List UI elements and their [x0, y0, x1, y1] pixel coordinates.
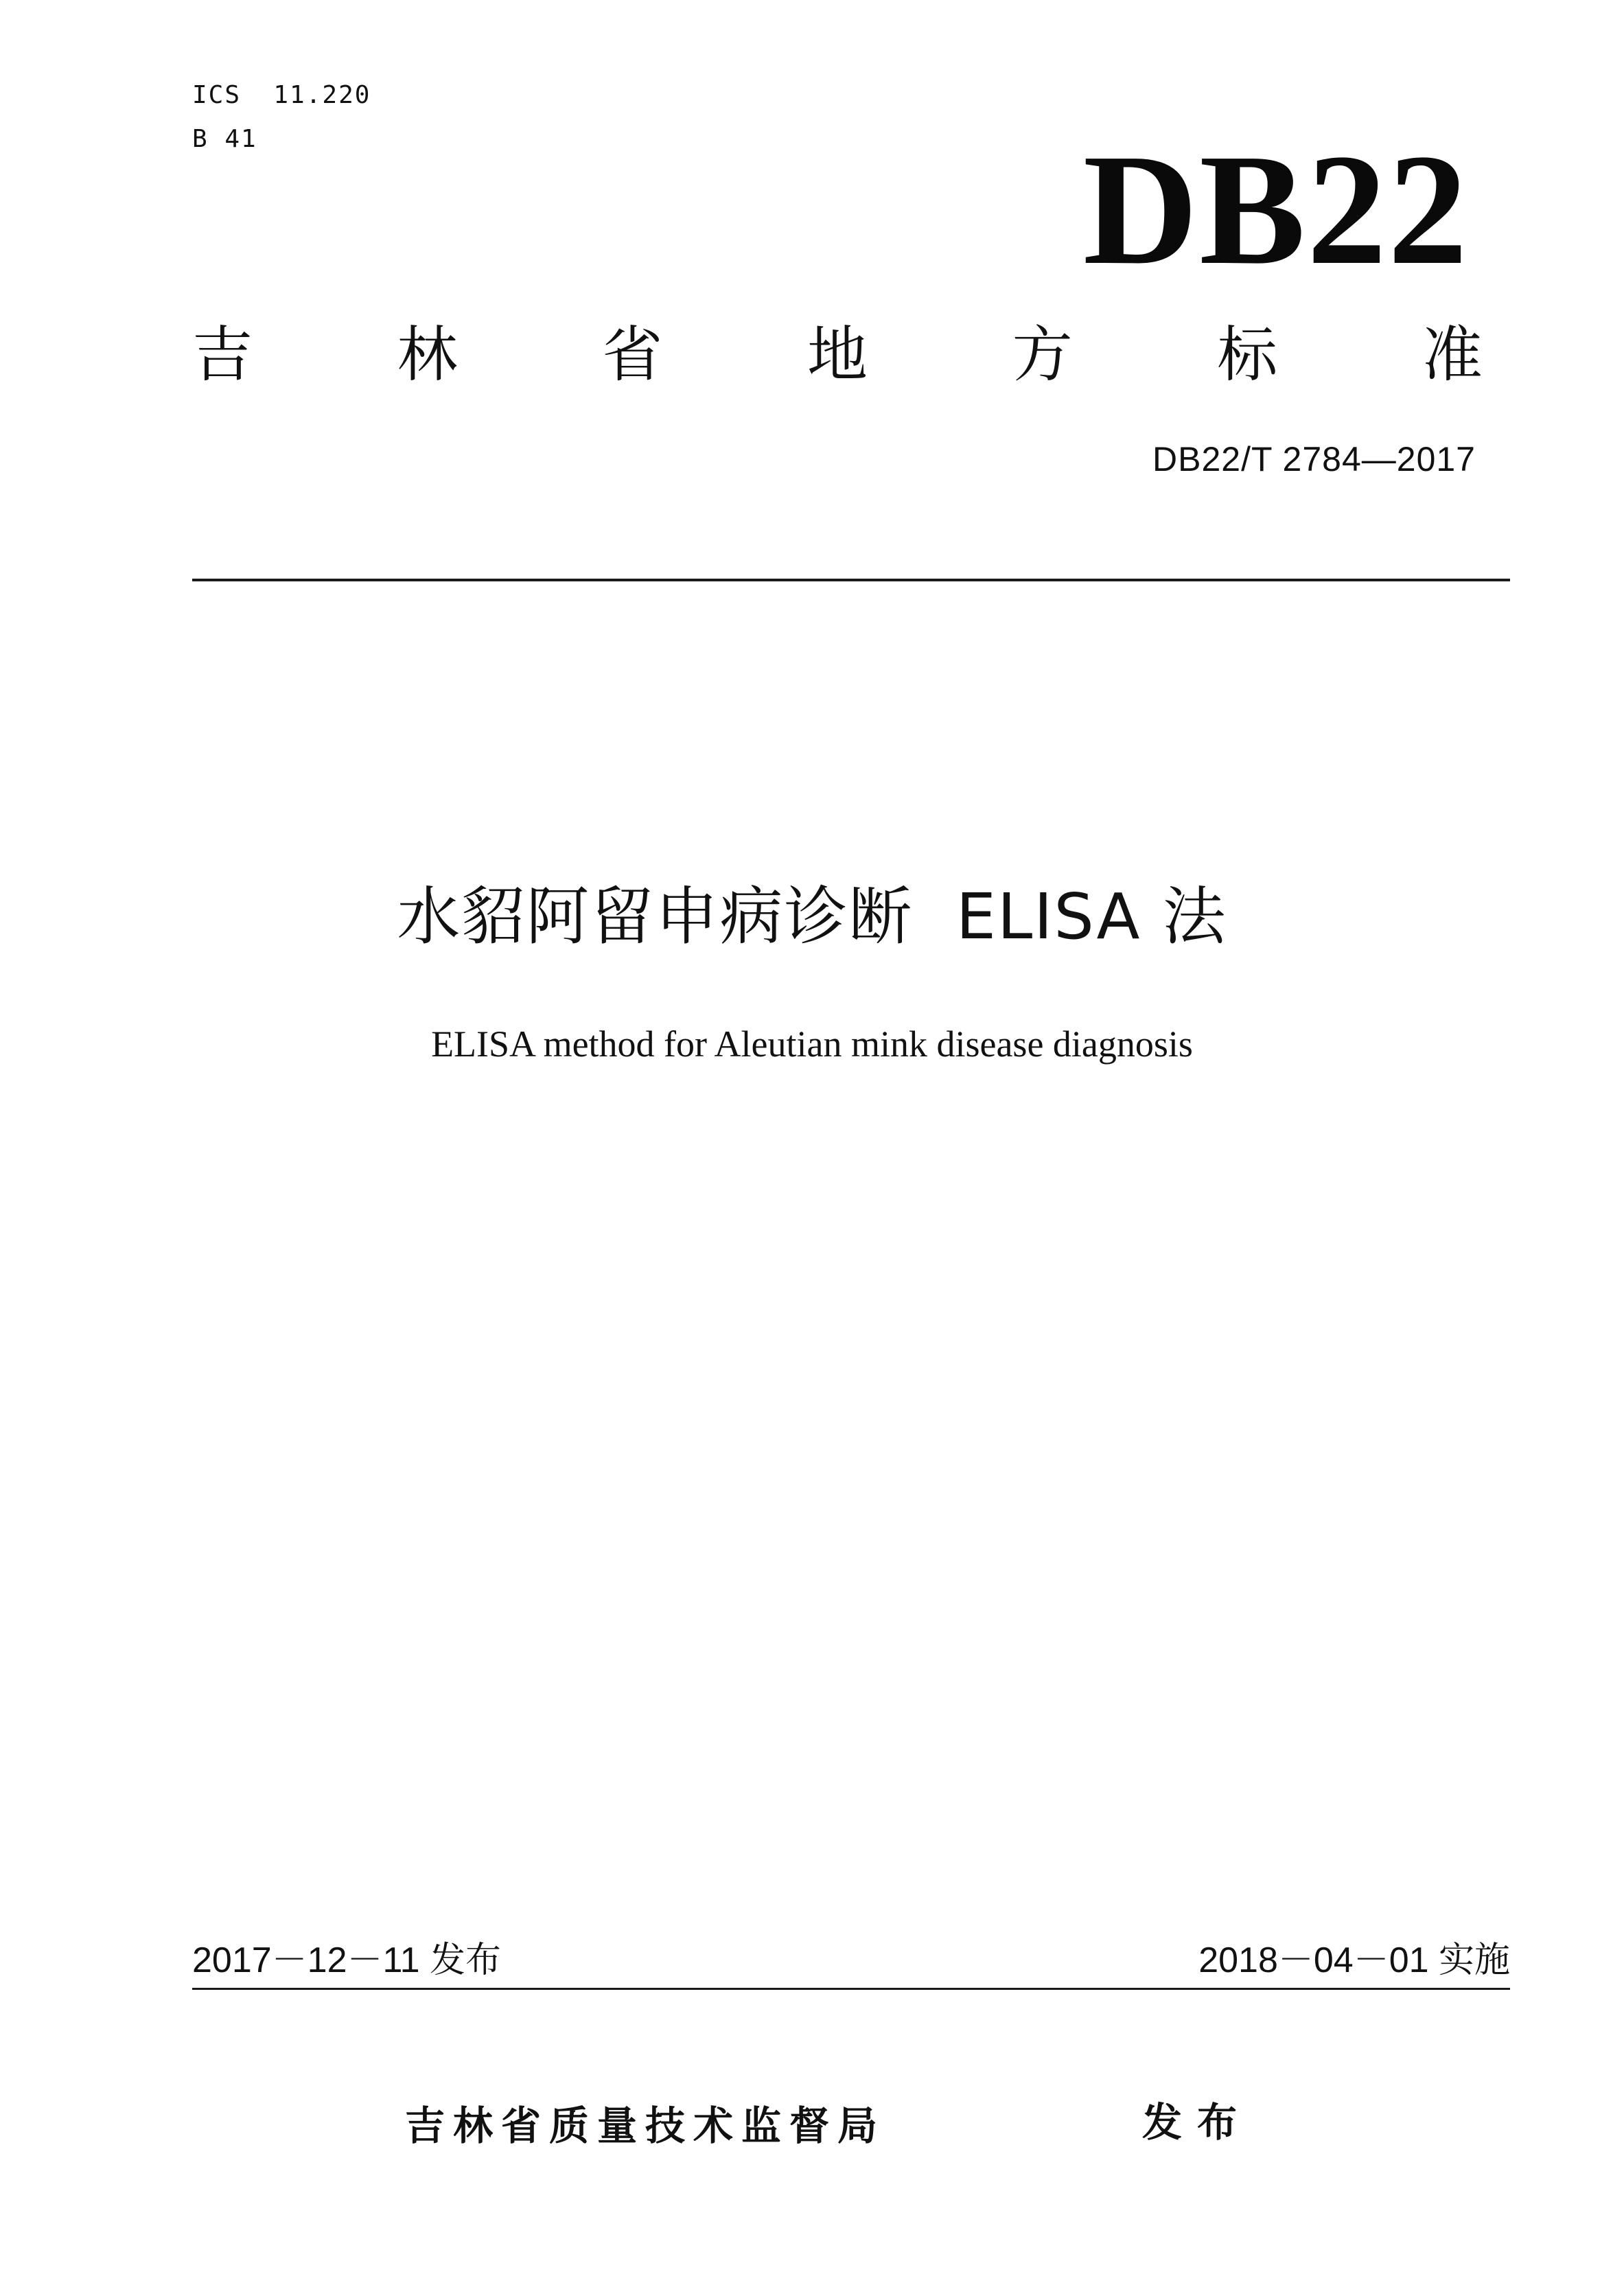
db22-logo: DB22: [1082, 121, 1469, 298]
bottom-divider: [192, 1988, 1510, 1990]
issue-label: 发布: [1142, 2099, 1253, 2146]
top-divider: [192, 579, 1510, 581]
standard-type-char: 方: [1012, 319, 1073, 390]
classification-code: B 41: [192, 125, 257, 153]
title-english: ELISA method for Aleutian mink disease diagnosis: [431, 1023, 1193, 1065]
ics-code: ICS 11.220: [192, 81, 371, 109]
standard-type-char: 省: [602, 319, 663, 390]
standard-type-char: 林: [397, 319, 458, 390]
dates-row: [192, 1941, 1510, 1980]
standard-type-char: 吉: [192, 319, 253, 390]
standard-type-heading: [192, 317, 1483, 393]
issuing-authority: 吉林省质量技术监督局: [405, 2102, 886, 2149]
standard-type-char: 准: [1422, 319, 1483, 390]
effective-date: 2018－04－01 实施: [1198, 1940, 1510, 1980]
issue-date: 2017－12－11 发布: [192, 1940, 501, 1980]
standard-type-char: 地: [807, 319, 868, 390]
standard-type-char: 标: [1217, 319, 1278, 390]
standard-number: DB22/T 2784—2017: [1152, 440, 1476, 478]
title-chinese: 水貂阿留申病诊断 ELISA 法: [397, 880, 1227, 953]
